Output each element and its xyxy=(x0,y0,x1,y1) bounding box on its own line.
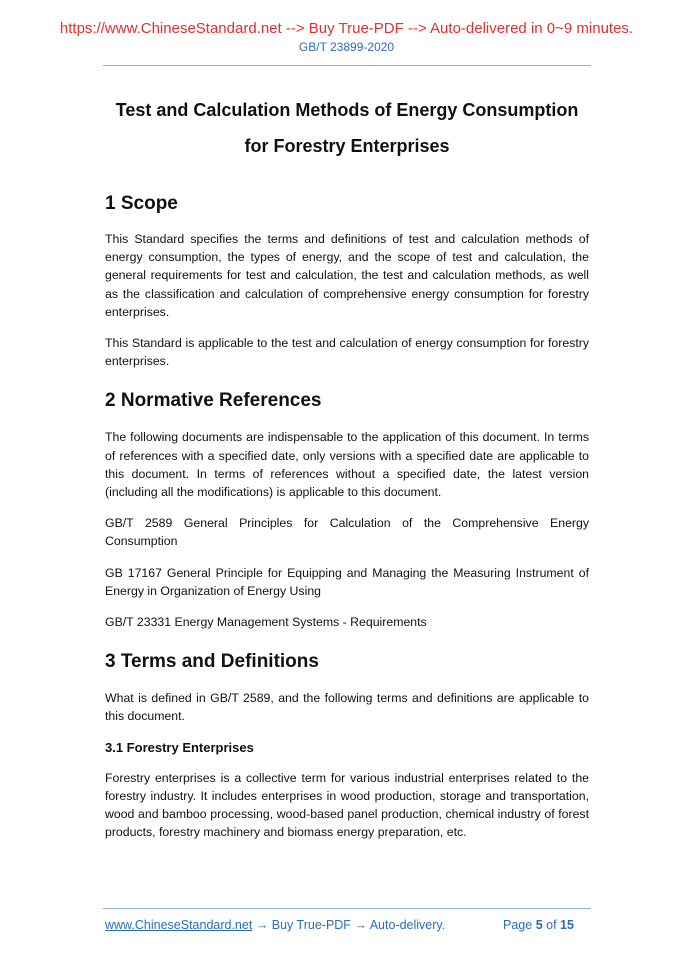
terms-intro-paragraph: What is defined in GB/T 2589, and the following terms and definitions are applicable to this document. xyxy=(105,691,589,724)
footer-link-area xyxy=(105,917,445,933)
top-banner[interactable]: https://www.ChineseStandard.net --> Buy True-PDF --> Auto-delivered in 0~9 minutes. xyxy=(59,20,634,37)
page-label: Page xyxy=(503,918,533,932)
header-divider xyxy=(103,65,591,66)
document-body xyxy=(105,92,589,841)
page-total-number: 15 xyxy=(560,918,574,932)
footer-website-link[interactable]: www.ChineseStandard.net xyxy=(105,918,253,932)
document-title-line1: Test and Calculation Methods of Energy Consumption xyxy=(115,100,579,120)
scope-paragraph-1: This Standard specifies the terms and definitions of test and calculation methods of energy consumption, the types of energy, and the scope of test and calculation, the general requirements for test and calculation, the test and calculation methods, as well as the classification and calculation of comprehensive energy consumption for forestry enterprises. xyxy=(105,232,589,319)
normative-intro-paragraph: The following documents are indispensable to the application of this document. In terms of references with a specified date, only versions with a specified date are applicable to this document. In terms of references without a specified date, the latest version (including all the modifications) is applicable to this document. xyxy=(105,430,589,500)
footer-link-suffix: → Buy True-PDF → Auto-delivery. xyxy=(252,918,446,932)
forestry-enterprises-definition: Forestry enterprises is a collective term for various industrial enterprises related to the forestry industry. It includes enterprises in wood production, storage and transportation, wood and bamboo processing, wood-based panel production, chemical industry of forest products, forestry machinery and biomass energy preparation, etc. xyxy=(105,770,589,840)
page-current-number: 5 xyxy=(535,918,543,932)
section-heading-scope: 1 Scope xyxy=(105,193,178,214)
reference-gbt-2589: GB/T 2589 General Principles for Calculation of the Comprehensive Energy Consumption xyxy=(105,516,589,549)
section-heading-terms-definitions: 3 Terms and Definitions xyxy=(105,651,319,673)
reference-gbt-23331: GB/T 23331 Energy Management Systems - Requirements xyxy=(105,615,427,630)
scope-paragraph-2: This Standard is applicable to the test and calculation of energy consumption for forestry enterprises. xyxy=(105,336,589,369)
section-heading-normative-references: 2 Normative References xyxy=(105,390,322,412)
page-indicator xyxy=(503,917,574,933)
footer-divider xyxy=(103,908,591,909)
page-of-label: of xyxy=(546,918,557,932)
subsection-heading-forestry-enterprises: 3.1 Forestry Enterprises xyxy=(105,739,254,755)
reference-gb-17167: GB 17167 General Principle for Equipping and Managing the Measuring Instrument of Energy in Organization of Energy Using xyxy=(105,565,589,598)
document-title-line2: for Forestry Enterprises xyxy=(244,136,450,156)
standard-code: GB/T 23899-2020 xyxy=(298,40,395,54)
